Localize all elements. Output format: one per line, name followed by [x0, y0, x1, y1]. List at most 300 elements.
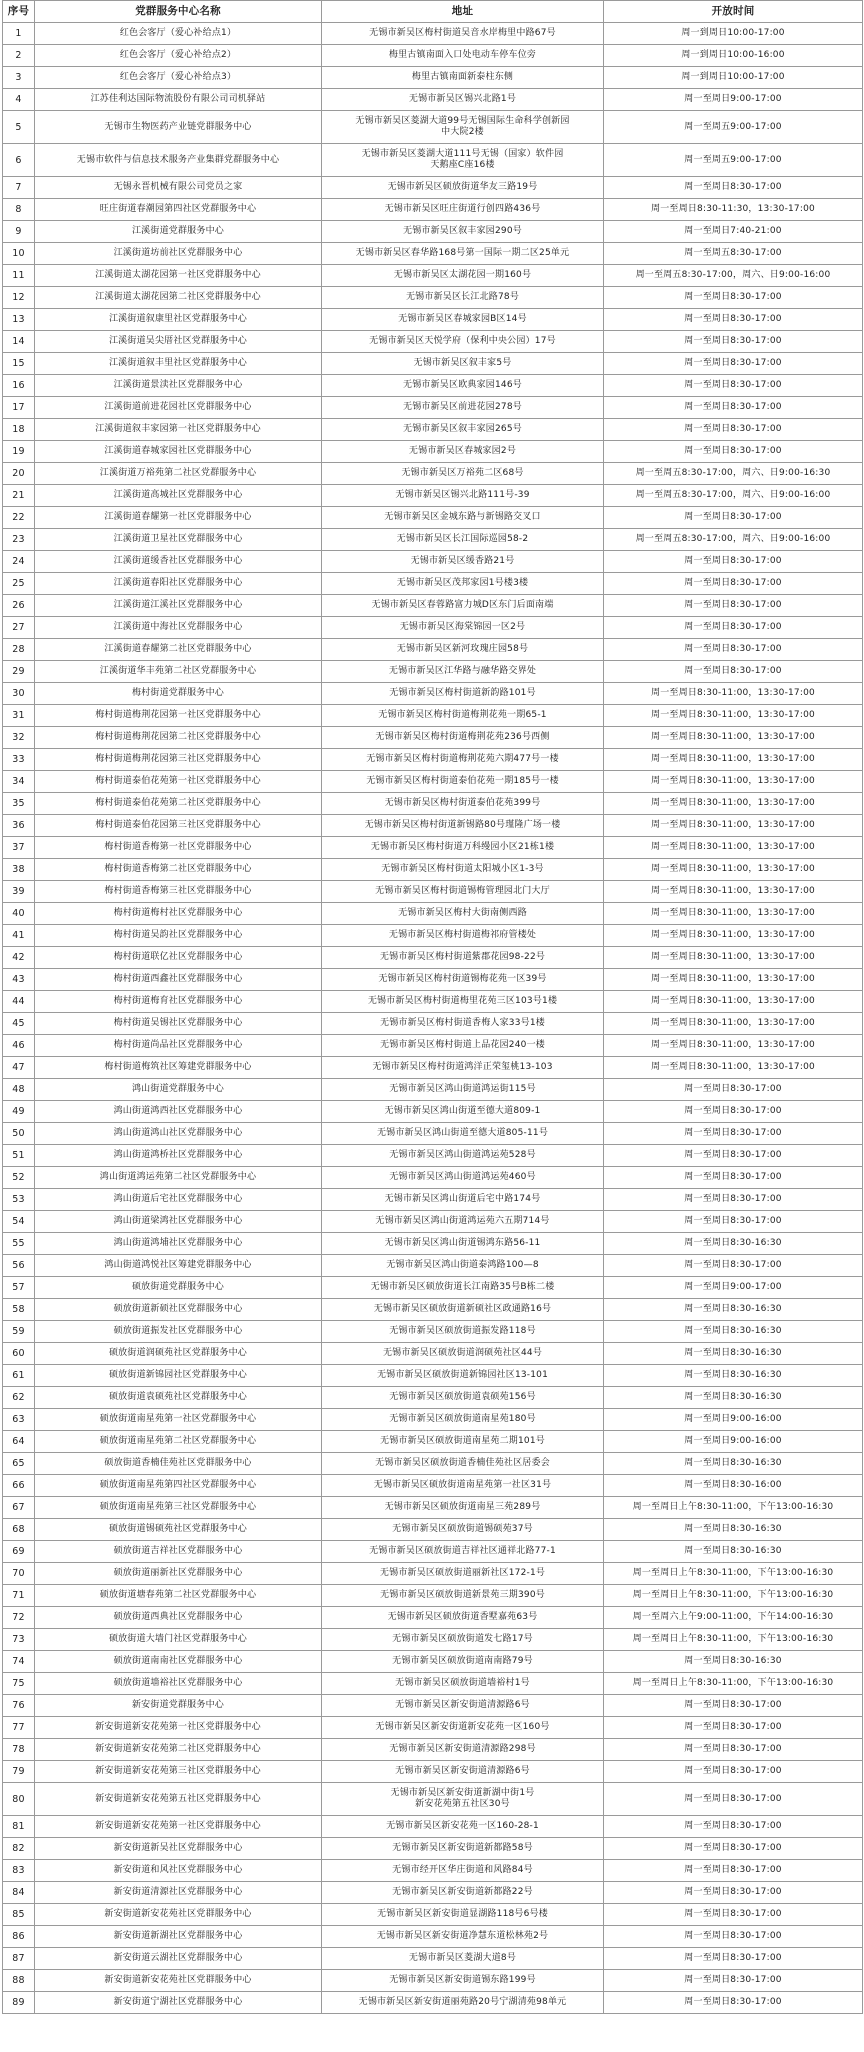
cell-no: 83 [3, 1860, 35, 1882]
cell-address: 无锡市新吴区新安街道新安花苑一区160号 [322, 1717, 604, 1739]
table-row [3, 1695, 863, 1717]
cell-name: 鸿山街道鸿西社区党群服务中心 [35, 1101, 322, 1123]
cell-address: 无锡市新吴区硕放街道丽新社区172-1号 [322, 1563, 604, 1585]
cell-no: 24 [3, 551, 35, 573]
cell-name: 梅村街道尚品社区党群服务中心 [35, 1035, 322, 1057]
cell-name: 硕放街道墙裕社区党群服务中心 [35, 1673, 322, 1695]
table-row [3, 991, 863, 1013]
table-row [3, 1167, 863, 1189]
cell-hours: 周一至周日8:30-17:00 [604, 1783, 863, 1816]
table-body [3, 23, 863, 2014]
cell-name: 江溪街道吴尖厝社区党群服务中心 [35, 331, 322, 353]
table-row [3, 1629, 863, 1651]
cell-no: 80 [3, 1783, 35, 1816]
cell-hours: 周一至周日8:30-11:00，13:30-17:00 [604, 683, 863, 705]
cell-hours: 周一至周日8:30-17:00 [604, 1739, 863, 1761]
cell-name: 江溪街道景渎社区党群服务中心 [35, 375, 322, 397]
cell-name: 梅村街道香梅第二社区党群服务中心 [35, 859, 322, 881]
cell-hours: 周一至周日上午8:30-11:00，下午13:00-16:30 [604, 1585, 863, 1607]
cell-no: 33 [3, 749, 35, 771]
cell-hours: 周一至周日8:30-17:00 [604, 1167, 863, 1189]
cell-hours: 周一至周日8:30-16:30 [604, 1365, 863, 1387]
cell-address: 无锡市新吴区梅村街道泰伯花苑一期185号一楼 [322, 771, 604, 793]
cell-no: 63 [3, 1409, 35, 1431]
table-row [3, 1948, 863, 1970]
cell-name: 新安街道新安花苑第三社区党群服务中心 [35, 1761, 322, 1783]
cell-no: 59 [3, 1321, 35, 1343]
cell-no: 62 [3, 1387, 35, 1409]
cell-address: 无锡市新吴区新河玫瑰庄园58号 [322, 639, 604, 661]
header-name: 党群服务中心名称 [35, 1, 322, 23]
cell-no: 13 [3, 309, 35, 331]
cell-hours: 周一至周日8:30-11:00，13:30-17:00 [604, 991, 863, 1013]
cell-hours: 周一至周日8:30-17:00 [604, 573, 863, 595]
table-row [3, 1277, 863, 1299]
cell-hours: 周一至周日8:30-17:00 [604, 397, 863, 419]
header-address: 地址 [322, 1, 604, 23]
cell-address: 无锡市新吴区鸿山街道鸿运苑528号 [322, 1145, 604, 1167]
table-row [3, 1299, 863, 1321]
table-row [3, 1321, 863, 1343]
cell-address: 无锡市新吴区硕放街道墙裕村1号 [322, 1673, 604, 1695]
table-row [3, 947, 863, 969]
table-row [3, 1541, 863, 1563]
cell-hours: 周一至周日8:30-17:00 [604, 1904, 863, 1926]
cell-address: 无锡市新吴区梅村街道梅祁府管楼处 [322, 925, 604, 947]
cell-address: 无锡市新吴区新安街道净慧东道松林苑2号 [322, 1926, 604, 1948]
cell-no: 41 [3, 925, 35, 947]
cell-no: 50 [3, 1123, 35, 1145]
cell-address: 无锡市新吴区梅村街道梅荆花苑236号西侧 [322, 727, 604, 749]
cell-address: 无锡市新吴区菱湖大道99号无锡国际生命科学创新园 中大院2楼 [322, 111, 604, 144]
cell-name: 梅村街道梅筑社区筹建党群服务中心 [35, 1057, 322, 1079]
cell-name: 硕放街道塘春苑第二社区党群服务中心 [35, 1585, 322, 1607]
table-row [3, 617, 863, 639]
table-row [3, 1970, 863, 1992]
table-header-row [3, 1, 863, 23]
table-row [3, 1717, 863, 1739]
cell-hours: 周一至周日8:30-16:00 [604, 1475, 863, 1497]
cell-name: 江溪街道太湖花园第二社区党群服务中心 [35, 287, 322, 309]
table-row [3, 771, 863, 793]
table-row [3, 375, 863, 397]
cell-address: 无锡市新吴区春城家园2号 [322, 441, 604, 463]
cell-no: 18 [3, 419, 35, 441]
table-row [3, 529, 863, 551]
cell-no: 47 [3, 1057, 35, 1079]
cell-address: 无锡市新吴区鸿山街道锡鸿东路56-11 [322, 1233, 604, 1255]
cell-hours: 周一至周日8:30-11:00，13:30-17:00 [604, 727, 863, 749]
table-row [3, 397, 863, 419]
cell-no: 55 [3, 1233, 35, 1255]
cell-hours: 周一至周日8:30-17:00 [604, 1816, 863, 1838]
cell-no: 64 [3, 1431, 35, 1453]
cell-no: 57 [3, 1277, 35, 1299]
cell-name: 鸿山街道鸿山社区党群服务中心 [35, 1123, 322, 1145]
table-row [3, 749, 863, 771]
cell-address: 无锡市新吴区茂邦家园1号楼3楼 [322, 573, 604, 595]
table-row [3, 1057, 863, 1079]
cell-name: 无锡永晋机械有限公司党员之家 [35, 177, 322, 199]
table-row [3, 111, 863, 144]
cell-hours: 周一至周日8:30-17:00 [604, 287, 863, 309]
cell-hours: 周一至周日8:30-11:00，13:30-17:00 [604, 837, 863, 859]
cell-address: 无锡市新吴区梅村街道新锡路80号瑾隆广场一楼 [322, 815, 604, 837]
header-hours: 开放时间 [604, 1, 863, 23]
cell-name: 鸿山街道后宅社区党群服务中心 [35, 1189, 322, 1211]
cell-address: 无锡市新吴区硕放街道长江南路35号B栋二楼 [322, 1277, 604, 1299]
cell-name: 江溪街道太湖花园第一社区党群服务中心 [35, 265, 322, 287]
cell-address: 无锡市新吴区春华路168号第一国际一期二区25单元 [322, 243, 604, 265]
cell-name: 硕放街道大墙门社区党群服务中心 [35, 1629, 322, 1651]
cell-address: 无锡市新吴区梅村街道鸿洋正荣玺桃13-103 [322, 1057, 604, 1079]
table-row [3, 1035, 863, 1057]
cell-address: 梅里古镇南面入口处电动车停车位旁 [322, 45, 604, 67]
cell-name: 梅村街道梅荆花园第三社区党群服务中心 [35, 749, 322, 771]
cell-no: 71 [3, 1585, 35, 1607]
cell-name: 硕放街道袁硕苑社区党群服务中心 [35, 1387, 322, 1409]
cell-hours: 周一至周日8:30-11:00，13:30-17:00 [604, 1057, 863, 1079]
cell-hours: 周一至周五9:00-17:00 [604, 111, 863, 144]
cell-name: 硕放街道党群服务中心 [35, 1277, 322, 1299]
cell-no: 56 [3, 1255, 35, 1277]
cell-hours: 周一至周日8:30-17:00 [604, 1992, 863, 2014]
cell-hours: 周一至周五9:00-17:00 [604, 144, 863, 177]
cell-name: 梅村街道吴锡社区党群服务中心 [35, 1013, 322, 1035]
cell-hours: 周一至周日8:30-16:30 [604, 1651, 863, 1673]
cell-no: 60 [3, 1343, 35, 1365]
cell-name: 江溪街道春城家园社区党群服务中心 [35, 441, 322, 463]
table-row [3, 23, 863, 45]
table-row [3, 1079, 863, 1101]
cell-address: 无锡市经开区华庄街道和风路84号 [322, 1860, 604, 1882]
cell-address: 无锡市新吴区硕放街道新硕社区政通路16号 [322, 1299, 604, 1321]
cell-name: 江溪街道前进花园社区党群服务中心 [35, 397, 322, 419]
cell-no: 36 [3, 815, 35, 837]
cell-hours: 周一至周日8:30-11:00，13:30-17:00 [604, 903, 863, 925]
cell-no: 84 [3, 1882, 35, 1904]
cell-name: 江溪街道叙丰家园第一社区党群服务中心 [35, 419, 322, 441]
cell-no: 40 [3, 903, 35, 925]
cell-address: 无锡市新吴区硕放街道吉祥社区通祥北路77-1 [322, 1541, 604, 1563]
cell-no: 34 [3, 771, 35, 793]
cell-address: 无锡市新吴区新安街道新都路22号 [322, 1882, 604, 1904]
cell-hours: 周一至周五8:30-17:00，周六、日9:00-16:00 [604, 529, 863, 551]
cell-hours: 周一至周日8:30-11:00，13:30-17:00 [604, 705, 863, 727]
cell-address: 无锡市新吴区菱湖大道111号无锡（国家）软件园 天鹅座C座16楼 [322, 144, 604, 177]
table-row [3, 485, 863, 507]
cell-no: 6 [3, 144, 35, 177]
cell-address: 无锡市新吴区硕放街道南星三苑289号 [322, 1497, 604, 1519]
cell-hours: 周一至周日8:30-17:00 [604, 1079, 863, 1101]
table-row [3, 1519, 863, 1541]
cell-name: 梅村街道泰伯花苑第一社区党群服务中心 [35, 771, 322, 793]
table-row [3, 551, 863, 573]
cell-name: 江溪街道中海社区党群服务中心 [35, 617, 322, 639]
cell-name: 硕放街道南星苑第一社区党群服务中心 [35, 1409, 322, 1431]
cell-name: 江溪街道江溪社区党群服务中心 [35, 595, 322, 617]
cell-no: 51 [3, 1145, 35, 1167]
cell-name: 江苏佳利达国际物流股份有限公司司机驿站 [35, 89, 322, 111]
cell-hours: 周一至周日8:30-17:00 [604, 1717, 863, 1739]
cell-hours: 周一至周日8:30-17:00 [604, 309, 863, 331]
cell-address: 无锡市新吴区鸿山街道鸿运街115号 [322, 1079, 604, 1101]
cell-no: 1 [3, 23, 35, 45]
table-row [3, 507, 863, 529]
cell-hours: 周一至周日8:30-17:00 [604, 639, 863, 661]
cell-address: 无锡市新吴区鸿山街道至德大道805-11号 [322, 1123, 604, 1145]
cell-name: 硕放街道新硕社区党群服务中心 [35, 1299, 322, 1321]
table-row [3, 1343, 863, 1365]
cell-name: 梅村街道联亿社区党群服务中心 [35, 947, 322, 969]
cell-hours: 周一至周日8:30-11:00，13:30-17:00 [604, 815, 863, 837]
cell-hours: 周一至周日上午8:30-11:00，下午13:00-16:30 [604, 1629, 863, 1651]
table-row [3, 1101, 863, 1123]
cell-name: 梅村街道梅村社区党群服务中心 [35, 903, 322, 925]
cell-hours: 周一至周日9:00-16:00 [604, 1431, 863, 1453]
cell-name: 硕放街道振发社区党群服务中心 [35, 1321, 322, 1343]
cell-name: 新安街道新安花苑第一社区党群服务中心 [35, 1717, 322, 1739]
cell-address: 无锡市新吴区硕放街道南星苑180号 [322, 1409, 604, 1431]
cell-name: 新安街道新吴社区党群服务中心 [35, 1838, 322, 1860]
table-row [3, 573, 863, 595]
cell-address: 无锡市新吴区缓香路21号 [322, 551, 604, 573]
cell-no: 15 [3, 353, 35, 375]
table-row [3, 1761, 863, 1783]
cell-hours: 周一至周五8:30-17:00 [604, 243, 863, 265]
cell-hours: 周一至周日8:30-11:00，13:30-17:00 [604, 793, 863, 815]
cell-no: 79 [3, 1761, 35, 1783]
cell-hours: 周一至周日8:30-17:00 [604, 1211, 863, 1233]
table-row [3, 705, 863, 727]
table-row [3, 683, 863, 705]
cell-no: 67 [3, 1497, 35, 1519]
table-row [3, 1145, 863, 1167]
cell-address: 无锡市新吴区硕放街道振发路118号 [322, 1321, 604, 1343]
cell-no: 29 [3, 661, 35, 683]
cell-name: 硕放街道南星苑第二社区党群服务中心 [35, 1431, 322, 1453]
cell-no: 61 [3, 1365, 35, 1387]
cell-name: 江溪街道春阳社区党群服务中心 [35, 573, 322, 595]
table-row [3, 67, 863, 89]
table-row [3, 353, 863, 375]
table-row [3, 331, 863, 353]
cell-hours: 周一到周日10:00-17:00 [604, 67, 863, 89]
cell-hours: 周一至周日8:30-17:00 [604, 1189, 863, 1211]
cell-hours: 周一至周日8:30-17:00 [604, 617, 863, 639]
cell-name: 新安街道党群服务中心 [35, 1695, 322, 1717]
cell-hours: 周一至周日8:30-11:00，13:30-17:00 [604, 947, 863, 969]
cell-no: 45 [3, 1013, 35, 1035]
cell-name: 硕放街道锡硕苑社区党群服务中心 [35, 1519, 322, 1541]
cell-hours: 周一至周日8:30-17:00 [604, 551, 863, 573]
header-no: 序号 [3, 1, 35, 23]
cell-hours: 周一至周日8:30-16:30 [604, 1519, 863, 1541]
cell-address: 无锡市新吴区春城家园B区14号 [322, 309, 604, 331]
cell-name: 鸿山街道党群服务中心 [35, 1079, 322, 1101]
cell-address: 无锡市新吴区梅村街道泰伯花苑399号 [322, 793, 604, 815]
cell-no: 78 [3, 1739, 35, 1761]
cell-hours: 周一至周日8:30-17:00 [604, 1948, 863, 1970]
cell-hours: 周一至周日8:30-17:00 [604, 1882, 863, 1904]
cell-name: 新安街道和风社区党群服务中心 [35, 1860, 322, 1882]
cell-name: 梅村街道香梅第一社区党群服务中心 [35, 837, 322, 859]
table-row [3, 1255, 863, 1277]
table-row [3, 925, 863, 947]
table-row [3, 1992, 863, 2014]
cell-address: 无锡市新吴区梅村街道锡梅花苑一区39号 [322, 969, 604, 991]
cell-no: 27 [3, 617, 35, 639]
cell-address: 无锡市新吴区硕放街道南星苑二期101号 [322, 1431, 604, 1453]
table-row [3, 1816, 863, 1838]
cell-address: 无锡市新吴区新安花苑一区160-28-1 [322, 1816, 604, 1838]
cell-address: 无锡市新吴区梅村街道上品花园240一楼 [322, 1035, 604, 1057]
cell-hours: 周一至周日8:30-17:00 [604, 1101, 863, 1123]
table-row [3, 1365, 863, 1387]
cell-address: 梅里古镇南面新泰柱东侧 [322, 67, 604, 89]
cell-name: 新安街道云湖社区党群服务中心 [35, 1948, 322, 1970]
cell-no: 32 [3, 727, 35, 749]
table-row [3, 1123, 863, 1145]
cell-address: 无锡市新吴区梅村街道香梅人家33号1楼 [322, 1013, 604, 1035]
cell-address: 无锡市新吴区硕放街道新锦园社区13-101 [322, 1365, 604, 1387]
cell-hours: 周一至周日8:30-17:00 [604, 419, 863, 441]
table-row [3, 859, 863, 881]
cell-hours: 周一至周日8:30-17:00 [604, 331, 863, 353]
cell-address: 无锡市新吴区硕放街道新景苑三期390号 [322, 1585, 604, 1607]
cell-name: 硕放街道南星苑第四社区党群服务中心 [35, 1475, 322, 1497]
cell-no: 39 [3, 881, 35, 903]
cell-no: 5 [3, 111, 35, 144]
cell-name: 梅村街道西鑫社区党群服务中心 [35, 969, 322, 991]
cell-address: 无锡市新吴区硕放街道润硕苑社区44号 [322, 1343, 604, 1365]
cell-hours: 周一至周日8:30-17:00 [604, 441, 863, 463]
cell-address: 无锡市新吴区梅村街道紫郡花园98-22号 [322, 947, 604, 969]
cell-name: 江溪街道叙丰里社区党群服务中心 [35, 353, 322, 375]
cell-address: 无锡市新吴区旺庄街道行创四路436号 [322, 199, 604, 221]
cell-address: 无锡市新吴区万裕苑二区68号 [322, 463, 604, 485]
table-row [3, 1739, 863, 1761]
cell-address: 无锡市新吴区鸿山街道鸿运苑六五期714号 [322, 1211, 604, 1233]
cell-hours: 周一至周日8:30-16:30 [604, 1541, 863, 1563]
cell-address: 无锡市新吴区新安街道丽苑路20号宁湖清苑98单元 [322, 1992, 604, 2014]
cell-no: 43 [3, 969, 35, 991]
cell-hours: 周一至周日8:30-16:30 [604, 1321, 863, 1343]
cell-name: 新安街道新安花苑第一社区党群服务中心 [35, 1816, 322, 1838]
table-row [3, 1453, 863, 1475]
cell-no: 72 [3, 1607, 35, 1629]
cell-hours: 周一到周日10:00-17:00 [604, 23, 863, 45]
table-row [3, 793, 863, 815]
cell-name: 江溪街道叙康里社区党群服务中心 [35, 309, 322, 331]
table-row [3, 969, 863, 991]
cell-hours: 周一至周日8:30-11:00，13:30-17:00 [604, 771, 863, 793]
cell-hours: 周一至周日8:30-17:00 [604, 353, 863, 375]
cell-address: 无锡市新吴区欧典家园146号 [322, 375, 604, 397]
table-row [3, 1904, 863, 1926]
table-row [3, 1926, 863, 1948]
cell-no: 46 [3, 1035, 35, 1057]
cell-hours: 周一至周日8:30-17:00 [604, 507, 863, 529]
cell-address: 无锡市新吴区梅村街道万科缦园小区21栋1楼 [322, 837, 604, 859]
cell-name: 江溪街道春耀第二社区党群服务中心 [35, 639, 322, 661]
table-row [3, 287, 863, 309]
cell-name: 梅村街道梅育社区党群服务中心 [35, 991, 322, 1013]
cell-hours: 周一至周日8:30-11:00，13:30-17:00 [604, 925, 863, 947]
table-row [3, 727, 863, 749]
table-row [3, 309, 863, 331]
cell-no: 82 [3, 1838, 35, 1860]
cell-name: 江溪街道春耀第一社区党群服务中心 [35, 507, 322, 529]
cell-hours: 周一至周日8:30-16:30 [604, 1387, 863, 1409]
cell-address: 无锡市新吴区叙丰家园265号 [322, 419, 604, 441]
cell-name: 硕放街道南南社区党群服务中心 [35, 1651, 322, 1673]
cell-name: 新安街道新安花苑第二社区党群服务中心 [35, 1739, 322, 1761]
cell-address: 无锡市新吴区新安街道显湖路118号6号楼 [322, 1904, 604, 1926]
cell-name: 硕放街道丽新社区党群服务中心 [35, 1563, 322, 1585]
table-row [3, 1387, 863, 1409]
cell-name: 鸿山街道鸿埔社区党群服务中心 [35, 1233, 322, 1255]
cell-no: 68 [3, 1519, 35, 1541]
cell-no: 58 [3, 1299, 35, 1321]
table-row [3, 1211, 863, 1233]
cell-name: 硕放街道吉祥社区党群服务中心 [35, 1541, 322, 1563]
cell-hours: 周一至周日9:00-16:00 [604, 1409, 863, 1431]
table-row [3, 595, 863, 617]
cell-no: 14 [3, 331, 35, 353]
table-row [3, 144, 863, 177]
cell-name: 旺庄街道春潮园第四社区党群服务中心 [35, 199, 322, 221]
cell-no: 19 [3, 441, 35, 463]
cell-no: 65 [3, 1453, 35, 1475]
cell-address: 无锡市新吴区太湖花园一期160号 [322, 265, 604, 287]
cell-address: 无锡市新吴区梅村街道太阳城小区1-3号 [322, 859, 604, 881]
table-row [3, 1233, 863, 1255]
cell-address: 无锡市新吴区长江国际巡园58-2 [322, 529, 604, 551]
cell-hours: 周一至周日8:30-17:00 [604, 1123, 863, 1145]
cell-address: 无锡市新吴区硕放街道袁硕苑156号 [322, 1387, 604, 1409]
cell-hours: 周一至周日8:30-11:00，13:30-17:00 [604, 1013, 863, 1035]
table-row [3, 1860, 863, 1882]
service-center-table [2, 0, 863, 2014]
table-row [3, 177, 863, 199]
cell-no: 31 [3, 705, 35, 727]
cell-no: 86 [3, 1926, 35, 1948]
cell-no: 70 [3, 1563, 35, 1585]
cell-hours: 周一至周日上午8:30-11:00，下午13:00-16:30 [604, 1497, 863, 1519]
cell-no: 69 [3, 1541, 35, 1563]
cell-address: 无锡市新吴区锡兴北路1号 [322, 89, 604, 111]
cell-name: 鸿山街道鸿桥社区党群服务中心 [35, 1145, 322, 1167]
cell-name: 无锡市生物医药产业链党群服务中心 [35, 111, 322, 144]
cell-no: 10 [3, 243, 35, 265]
cell-name: 红色会客厅（爱心补给点2） [35, 45, 322, 67]
cell-hours: 周一至周日9:00-17:00 [604, 1277, 863, 1299]
table-row [3, 1013, 863, 1035]
table-row [3, 1783, 863, 1816]
cell-address: 无锡市新吴区梅村街道梅荆花苑六期477号一楼 [322, 749, 604, 771]
table-row [3, 881, 863, 903]
cell-name: 鸿山街道鸿悦社区筹建党群服务中心 [35, 1255, 322, 1277]
cell-address: 无锡市新吴区梅村街道梅荆花苑一期65-1 [322, 705, 604, 727]
cell-no: 53 [3, 1189, 35, 1211]
table-row [3, 1673, 863, 1695]
table-row [3, 903, 863, 925]
cell-no: 49 [3, 1101, 35, 1123]
cell-address: 无锡市新吴区新安街道新都路58号 [322, 1838, 604, 1860]
cell-no: 81 [3, 1816, 35, 1838]
cell-hours: 周一至周日8:30-17:00 [604, 1926, 863, 1948]
